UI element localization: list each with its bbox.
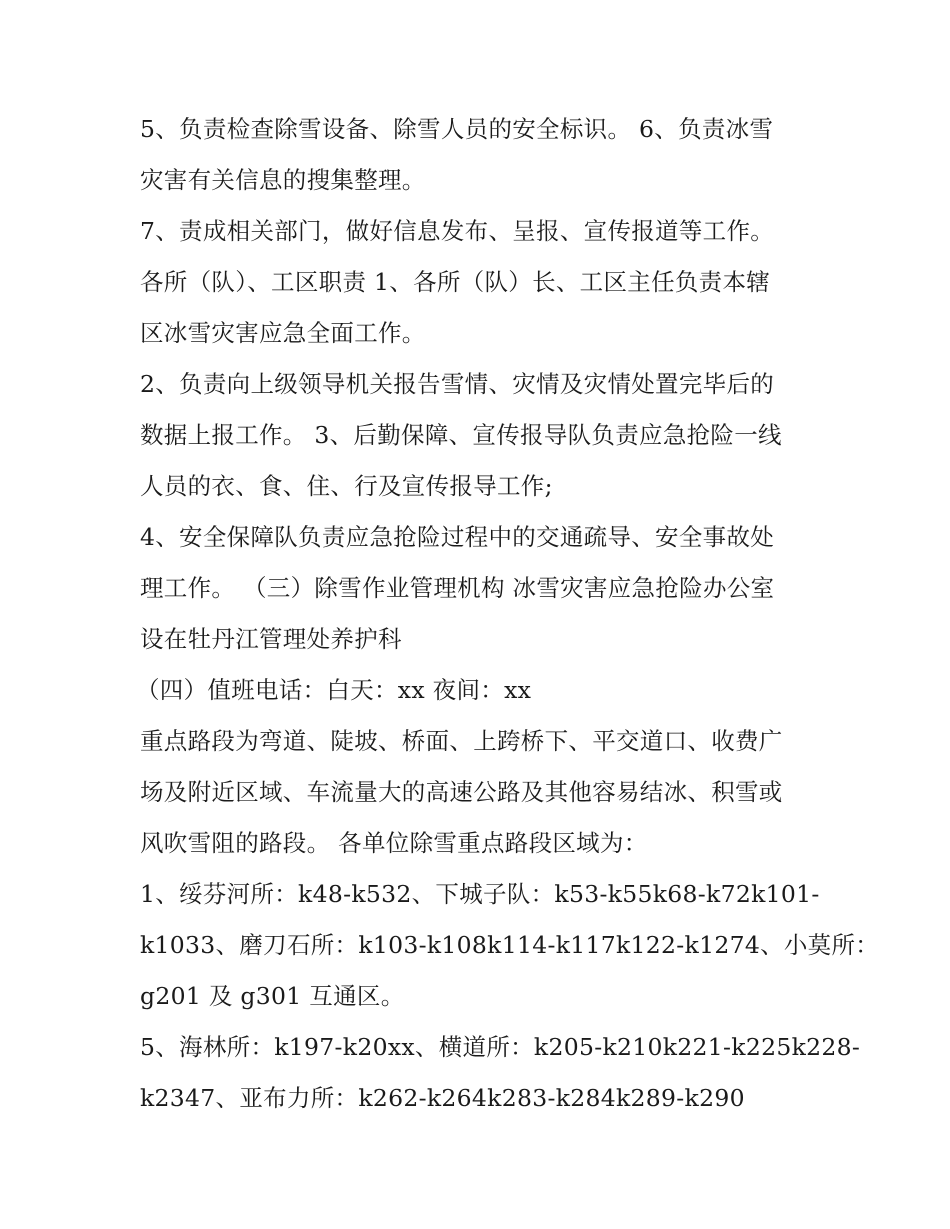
- text-line: 4、安全保障队负责应急抢险过程中的交通疏导、安全事故处: [140, 523, 775, 551]
- text-line: k1033、磨刀石所：k103-k108k114-k117k122-k1274、小莫所：: [140, 931, 880, 959]
- text-line: （四）值班电话：白天：xx 夜间：xx: [136, 676, 532, 704]
- text-line: 2、负责向上级领导机关报告雪情、灾情及灾情处置完毕后的: [140, 370, 775, 398]
- text-line: 1、绥芬河所：k48-k532、下城子队：k53-k55k68-k72k101-: [140, 880, 820, 908]
- text-line: 设在牡丹江管理处养护科: [140, 625, 402, 653]
- text-line: 7、责成相关部门，做好信息发布、呈报、宣传报道等工作。: [140, 217, 775, 245]
- text-line: 数据上报工作。 3、后勤保障、宣传报导队负责应急抢险一线: [140, 421, 782, 449]
- text-line: 5、负责检查除雪设备、除雪人员的安全标识。 6、负责冰雪: [140, 115, 774, 143]
- text-line: 场及附近区域、车流量大的高速公路及其他容易结冰、积雪或: [140, 778, 783, 806]
- text-line: 人员的衣、食、住、行及宣传报导工作;: [140, 472, 553, 500]
- text-line: 风吹雪阻的路段。 各单位除雪重点路段区域为：: [140, 829, 648, 857]
- text-line: 区冰雪灾害应急全面工作。: [140, 319, 426, 347]
- text-line: 灾害有关信息的搜集整理。: [140, 166, 426, 194]
- text-line: 各所（队）、工区职责 1、各所（队）长、工区主任负责本辖: [140, 268, 771, 296]
- text-line: 重点路段为弯道、陡坡、桥面、上跨桥下、平交道口、收费广: [140, 727, 783, 755]
- document-body: [136, 104, 880, 1124]
- text-line: 5、海林所：k197-k20xx、横道所：k205-k210k221-k225k228-: [140, 1033, 861, 1061]
- text-line: k2347、亚布力所：k262-k264k283-k284k289-k290: [140, 1084, 745, 1112]
- text-line: 理工作。 （三）除雪作业管理机构 冰雪灾害应急抢险办公室: [140, 574, 775, 602]
- text-line: g201 及 g301 互通区。: [140, 982, 405, 1010]
